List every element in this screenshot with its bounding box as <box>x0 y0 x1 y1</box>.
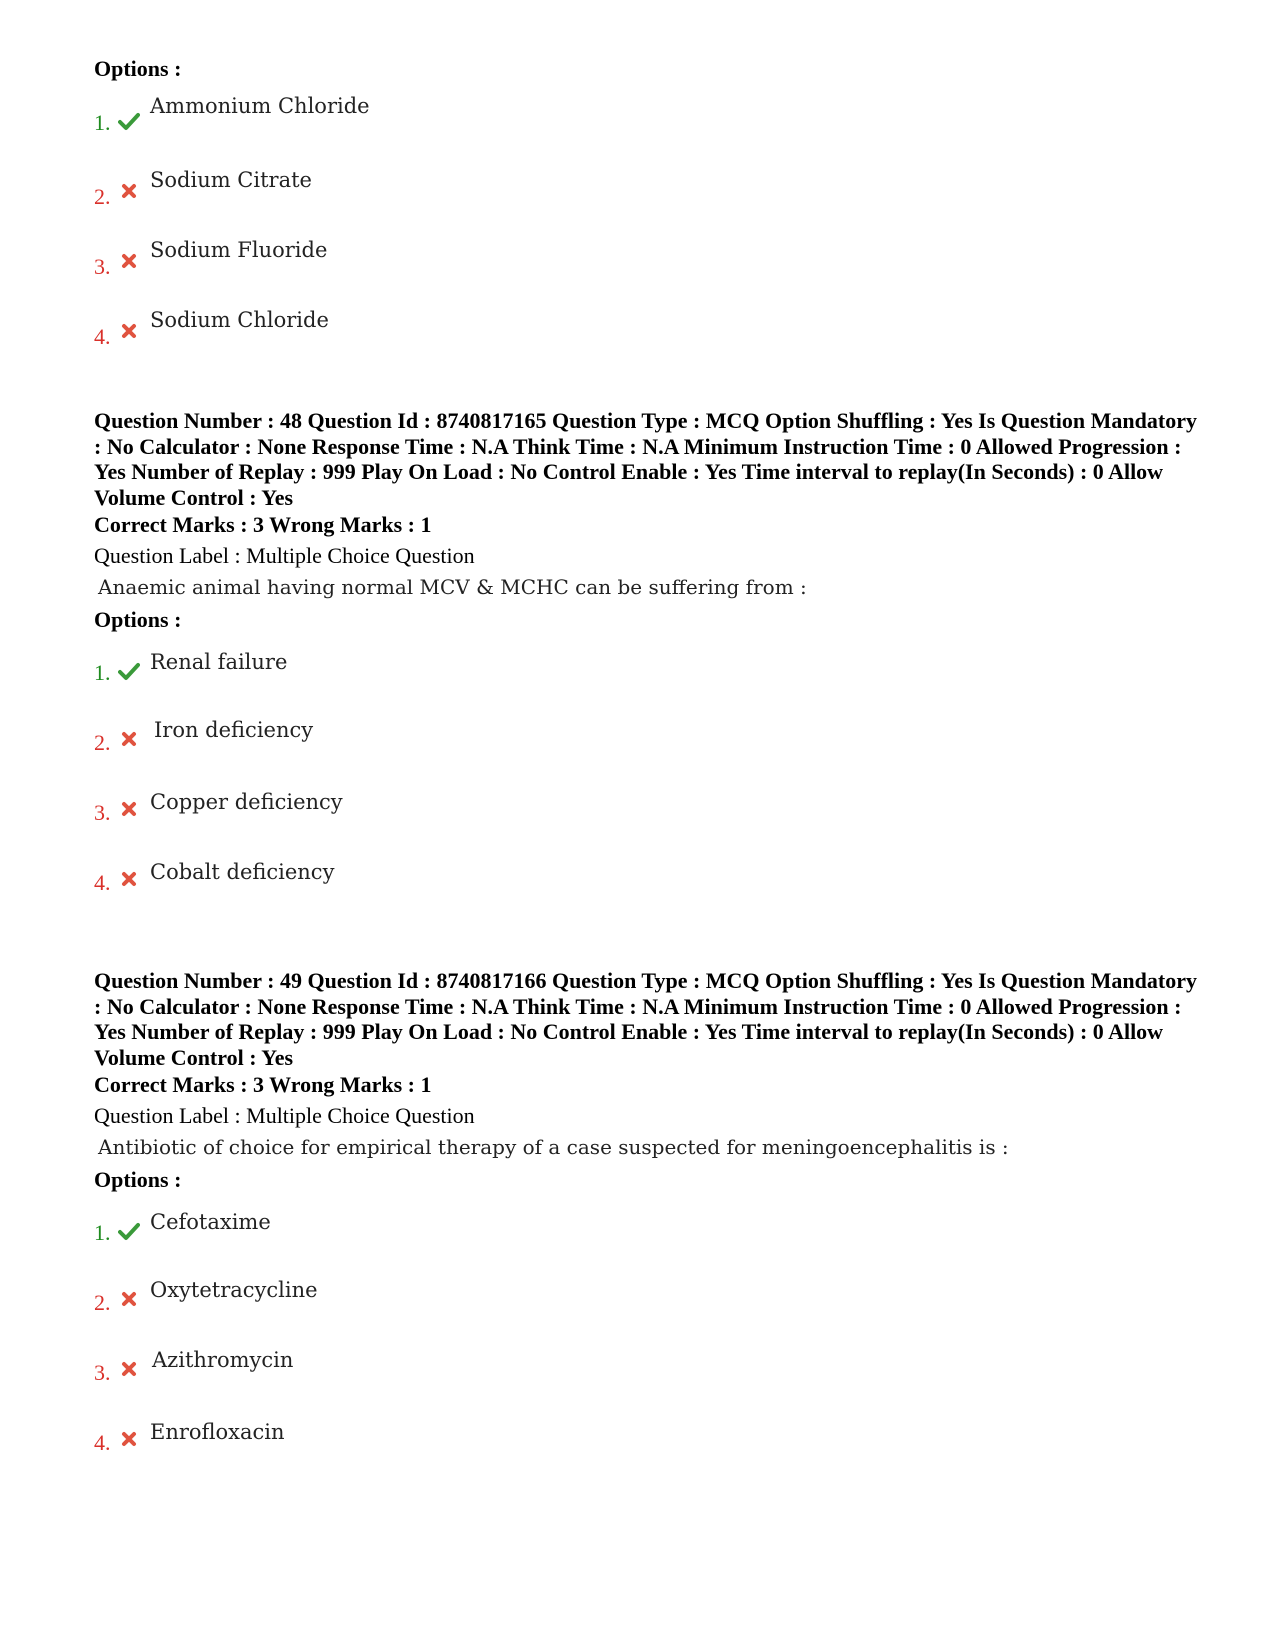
option-text: Enrofloxacin <box>150 1420 285 1444</box>
option-number: 2. <box>94 730 111 755</box>
options-label: Options : <box>94 56 182 81</box>
check-icon <box>118 110 140 132</box>
option-text: Cefotaxime <box>150 1210 271 1234</box>
question-block-49 <box>94 968 1204 1193</box>
options-label: Options : <box>94 607 182 632</box>
question-label: Question Label : Multiple Choice Question <box>94 543 475 568</box>
option-number: 1. <box>94 660 111 685</box>
cross-icon <box>118 868 140 890</box>
option-number: 2. <box>94 1290 111 1315</box>
option-number: 4. <box>94 324 111 349</box>
option-text: Azithromycin <box>152 1348 294 1372</box>
cross-icon <box>118 1428 140 1450</box>
option-text: Iron deficiency <box>154 718 314 742</box>
option-text: Sodium Chloride <box>150 308 329 332</box>
option-number: 1. <box>94 1220 111 1245</box>
check-icon <box>118 1220 140 1242</box>
question-label: Question Label : Multiple Choice Question <box>94 1103 475 1128</box>
option-text: Copper deficiency <box>150 790 343 814</box>
cross-icon <box>118 728 140 750</box>
option-text: Sodium Citrate <box>150 168 312 192</box>
option-text: Sodium Fluoride <box>150 238 328 262</box>
cross-icon <box>118 1358 140 1380</box>
option-text: Renal failure <box>150 650 288 674</box>
option-number: 2. <box>94 184 111 209</box>
option-number: 4. <box>94 1430 111 1455</box>
option-text: Cobalt deficiency <box>150 860 335 884</box>
option-text: Ammonium Chloride <box>150 94 370 118</box>
option-number: 1. <box>94 110 111 135</box>
question-marks: Correct Marks : 3 Wrong Marks : 1 <box>94 1072 432 1097</box>
cross-icon <box>118 798 140 820</box>
question-text: Antibiotic of choice for empirical therapy of a case suspected for meningoencephalitis is : <box>98 1135 1009 1159</box>
question-block-48 <box>94 408 1204 633</box>
check-icon <box>118 660 140 682</box>
cross-icon <box>118 320 140 342</box>
option-number: 4. <box>94 870 111 895</box>
question-header: Question Number : 48 Question Id : 8740817165 Question Type : MCQ Option Shuffling : Yes Is Question Mandatory : No Calculator : None Response Time : N.A Think Time : N.A Minimum Instruction Time : 0 Allowed Progression : Yes Number of Replay : 999 Play On Load : No Control Enable : Yes Time interval to replay(In Seconds) : 0 Allow Volume Control : Yes <box>94 408 1197 510</box>
option-text: Oxytetracycline <box>150 1278 318 1302</box>
cross-icon <box>118 180 140 202</box>
question-text: Anaemic animal having normal MCV & MCHC can be suffering from : <box>98 575 807 599</box>
options-label: Options : <box>94 1167 182 1192</box>
option-number: 3. <box>94 800 111 825</box>
question-marks: Correct Marks : 3 Wrong Marks : 1 <box>94 512 432 537</box>
option-number: 3. <box>94 254 111 279</box>
top-options-block <box>94 56 1204 349</box>
question-header: Question Number : 49 Question Id : 8740817166 Question Type : MCQ Option Shuffling : Yes Is Question Mandatory : No Calculator : None Response Time : N.A Think Time : N.A Minimum Instruction Time : 0 Allowed Progression : Yes Number of Replay : 999 Play On Load : No Control Enable : Yes Time interval to replay(In Seconds) : 0 Allow Volume Control : Yes <box>94 968 1197 1070</box>
cross-icon <box>118 250 140 272</box>
option-number: 3. <box>94 1360 111 1385</box>
cross-icon <box>118 1288 140 1310</box>
